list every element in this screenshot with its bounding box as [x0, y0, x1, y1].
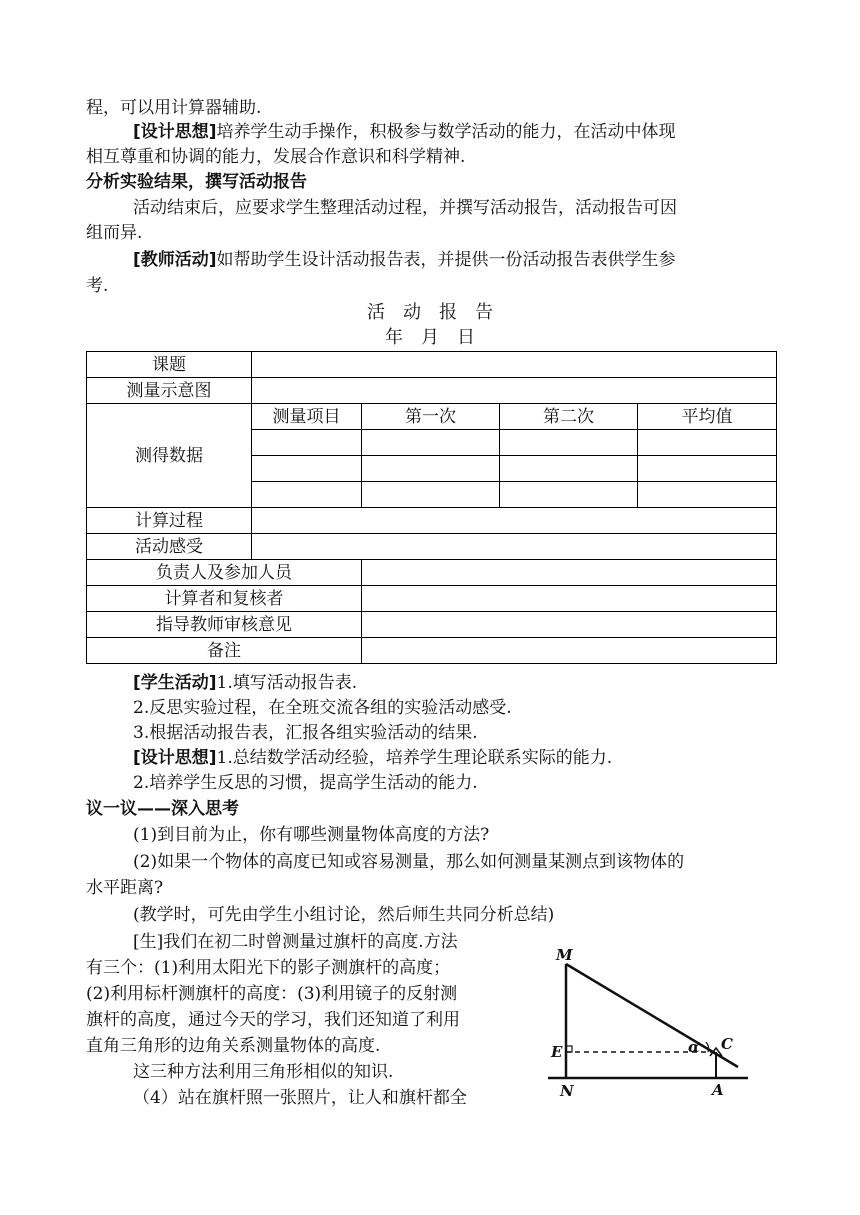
- input-cell[interactable]: [252, 456, 362, 482]
- table-row: [87, 612, 777, 638]
- row-label-members: 负责人及参加人员: [87, 560, 362, 586]
- table-row: [87, 534, 777, 560]
- text-line: （4）站在旗杆照一张照片，让人和旗杆都全: [133, 1088, 467, 1108]
- table-row: [87, 378, 777, 404]
- label-e: E: [551, 1043, 563, 1061]
- text-line: 3.根据活动报告表，汇报各组实验活动的结果.: [133, 723, 478, 743]
- table-row: [87, 508, 777, 534]
- text-line: (2)如果一个物体的高度已知或容易测量，那么如何测量某测点到该物体的: [133, 852, 685, 872]
- design-idea-tag: [设计思想]: [133, 122, 217, 142]
- text-line: 考.: [86, 276, 109, 296]
- table-row: [87, 586, 777, 612]
- text-line: 水平距离?: [86, 878, 164, 898]
- column-header: 平均值: [638, 404, 777, 430]
- label-a: A: [712, 1081, 724, 1099]
- text-line: 活动结束后，应要求学生整理活动过程，并撰写活动报告，活动报告可因: [133, 198, 677, 218]
- text-line: 直角三角形的边角关系测量物体的高度.: [86, 1036, 381, 1056]
- text-line: [133, 746, 612, 770]
- input-cell[interactable]: [500, 482, 638, 508]
- input-cell[interactable]: [252, 482, 362, 508]
- section-heading: 议一议——深入思考: [86, 799, 239, 819]
- table-row: [87, 404, 777, 430]
- text-span: 1.总结数学活动经验，培养学生理论联系实际的能力.: [216, 748, 613, 768]
- input-cell[interactable]: [252, 352, 777, 378]
- text-line: 组而异.: [86, 223, 143, 243]
- input-cell[interactable]: [638, 430, 777, 456]
- input-cell[interactable]: [362, 560, 777, 586]
- input-cell[interactable]: [252, 378, 777, 404]
- input-cell[interactable]: [362, 638, 777, 664]
- label-m: M: [556, 946, 573, 964]
- text-line: [133, 248, 676, 272]
- student-activity-tag: [学生活动]: [133, 673, 217, 693]
- input-cell[interactable]: [362, 586, 777, 612]
- row-label-diagram: 测量示意图: [87, 378, 252, 404]
- text-line: [生]我们在初二时曾测量过旗杆的高度.方法: [133, 932, 458, 952]
- flagpole-figure: [548, 944, 758, 1104]
- text-line: [133, 671, 357, 695]
- row-label-data: 测得数据: [87, 404, 252, 508]
- design-idea-tag: [设计思想]: [133, 748, 217, 768]
- text-span: 如帮助学生设计活动报告表，并提供一份活动报告表供学生参: [216, 250, 676, 270]
- row-label-teacher: 指导教师审核意见: [87, 612, 362, 638]
- column-header: 第二次: [500, 404, 638, 430]
- report-table: [86, 351, 777, 664]
- row-label-checker: 计算者和复核者: [87, 586, 362, 612]
- text-span: 培养学生动手操作，积极参与数学活动的能力，在活动中体现: [216, 122, 676, 142]
- section-heading: 分析实验结果，撰写活动报告: [86, 172, 307, 192]
- text-line: [133, 120, 676, 144]
- input-cell[interactable]: [500, 430, 638, 456]
- text-line: (2)利用标杆测旗杆的高度：(3)利用镜子的反射测: [86, 984, 458, 1004]
- text-line: 程，可以用计算器辅助.: [86, 98, 262, 118]
- input-cell[interactable]: [252, 430, 362, 456]
- text-line: 2.培养学生反思的习惯，提高学生活动的能力.: [133, 773, 478, 793]
- row-label-feel: 活动感受: [87, 534, 252, 560]
- column-header: 测量项目: [252, 404, 362, 430]
- input-cell[interactable]: [252, 534, 777, 560]
- text-line: 2.反思实验过程，在全班交流各组的实验活动感受.: [133, 698, 512, 718]
- input-cell[interactable]: [638, 456, 777, 482]
- text-line: 相互尊重和协调的能力，发展合作意识和科学精神.: [86, 147, 466, 167]
- table-row: [87, 560, 777, 586]
- row-label-calc: 计算过程: [87, 508, 252, 534]
- column-header: 第一次: [362, 404, 500, 430]
- text-line: (教学时，可先由学生小组讨论，然后师生共同分析总结): [133, 905, 555, 925]
- input-cell[interactable]: [362, 430, 500, 456]
- teacher-activity-tag: [教师活动]: [133, 250, 217, 270]
- input-cell[interactable]: [362, 482, 500, 508]
- input-cell[interactable]: [362, 612, 777, 638]
- table-row: [87, 352, 777, 378]
- label-alpha: α: [688, 1038, 700, 1056]
- text-line: 有三个：(1)利用太阳光下的影子测旗杆的高度；: [86, 958, 451, 978]
- text-line: 旗杆的高度，通过今天的学习，我们还知道了利用: [86, 1010, 460, 1030]
- row-label-topic: 课题: [87, 352, 252, 378]
- row-label-note: 备注: [87, 638, 362, 664]
- label-c: C: [721, 1035, 733, 1053]
- text-span: 1.填写活动报告表.: [216, 673, 358, 693]
- label-n: N: [560, 1082, 574, 1100]
- table-row: [87, 638, 777, 664]
- report-title: 活 动 报 告: [367, 302, 493, 323]
- report-date: 年 月 日: [385, 327, 475, 348]
- input-cell[interactable]: [362, 456, 500, 482]
- input-cell[interactable]: [252, 508, 777, 534]
- input-cell[interactable]: [638, 482, 777, 508]
- text-line: (1)到目前为止，你有哪些测量物体高度的方法?: [133, 825, 490, 845]
- input-cell[interactable]: [500, 456, 638, 482]
- text-line: 这三种方法利用三角形相似的知识.: [133, 1062, 394, 1082]
